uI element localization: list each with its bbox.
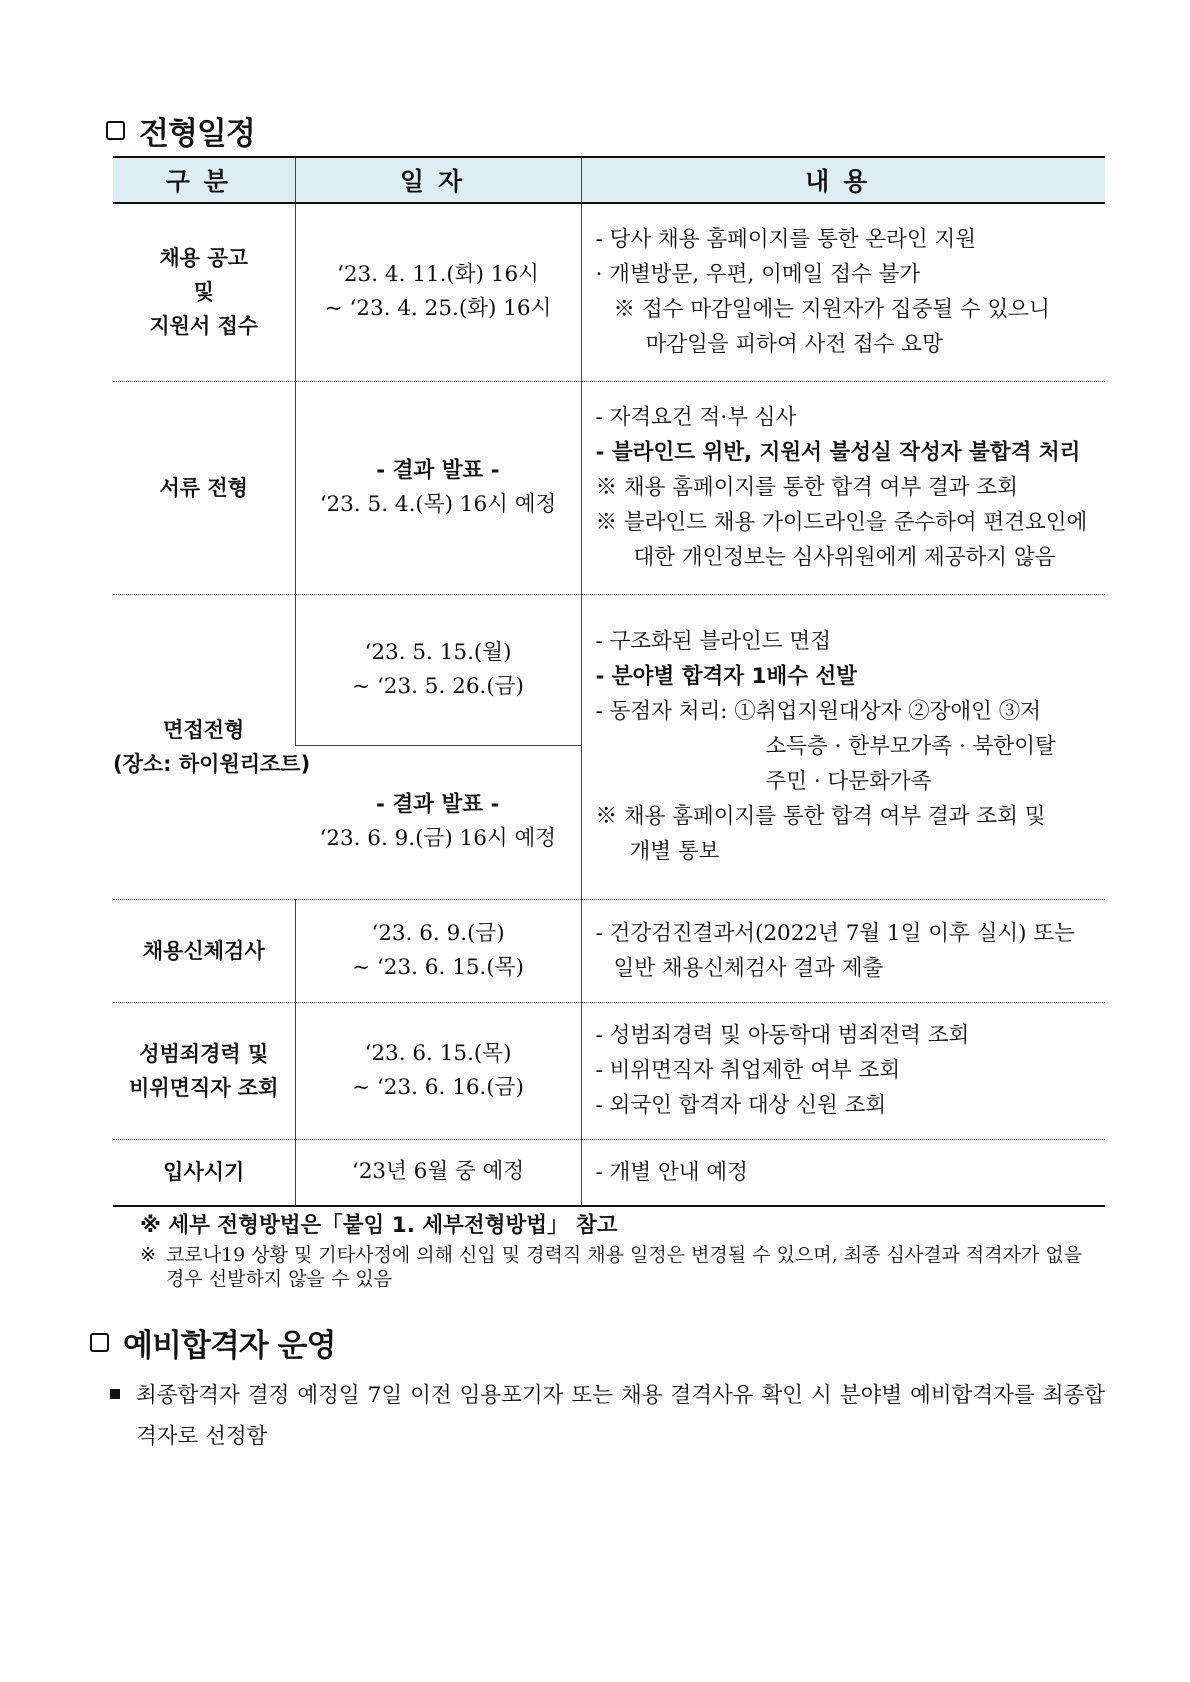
content-line: - 구조화된 블라인드 면접 (595, 629, 831, 654)
category-cell (113, 203, 295, 381)
date-cell (295, 1139, 581, 1206)
table-row (113, 1139, 1105, 1206)
section-title-text: 전형일정 (139, 116, 255, 152)
category-line: 채용신체검사 (142, 938, 265, 963)
reserve-paragraph-text: 최종합격자 결정 예정일 7일 이전 임용포기자 또는 채용 결격사유 확인 시 분야별 예비합격자를 최종합격자로 선정함 (136, 1383, 1105, 1449)
section-title-text: 예비합격자 운영 (123, 1328, 336, 1364)
content-cell (581, 594, 1105, 899)
date-line: ~ ‘23. 4. 25.(화) 16시 (324, 296, 552, 322)
content-line: 대한 개인정보는 심사위원에게 제공하지 않음 (633, 545, 1056, 570)
date-cell (295, 745, 581, 899)
content-line: - 분야별 합격자 1배수 선발 (595, 664, 858, 689)
content-cell (581, 899, 1105, 1002)
category-line: 성범죄경력 및 (139, 1041, 269, 1066)
date-line: ‘23년 6월 중 예정 (351, 1159, 525, 1185)
header-content: 내용 (581, 157, 1105, 203)
date-line: ~ ‘23. 6. 16.(금) (352, 1074, 524, 1100)
category-line: 지원서 접수 (149, 314, 259, 339)
date-cell (295, 594, 581, 745)
checkbox-icon (90, 1333, 109, 1352)
note-reference: ※ 세부 전형방법은「붙임 1. 세부전형방법」 참고 (140, 1213, 618, 1238)
date-line: ‘23. 6. 9.(금) 16시 예정 (319, 826, 557, 851)
category-cell (113, 381, 295, 594)
schedule-table (113, 156, 1105, 1207)
table-row (113, 899, 1105, 1002)
section-title-reserve (90, 1320, 335, 1365)
note-mark: ※ (140, 1244, 156, 1266)
content-line: - 성범죄경력 및 아동학대 범죄전력 조회 (595, 1023, 970, 1048)
header-date: 일자 (295, 157, 581, 203)
content-line: ※ 채용 홈페이지를 통한 합격 여부 결과 조회 및 (595, 804, 1046, 829)
note-disclaimer (140, 1243, 1106, 1291)
content-line: 소득층 · 한부모가족 · 북한이탈 (765, 734, 1056, 759)
table-row (113, 1002, 1105, 1139)
date-line: ‘23. 5. 15.(월) (364, 639, 512, 665)
content-line: ※ 채용 홈페이지를 통한 합격 여부 결과 조회 (595, 475, 1018, 500)
date-cell (295, 1002, 581, 1139)
reserve-paragraph (110, 1375, 1105, 1457)
checkbox-icon (106, 121, 125, 140)
table-row (113, 381, 1105, 594)
content-line: · 개별방문, 우편, 이메일 접수 불가 (595, 262, 921, 288)
content-line: - 외국인 합격자 대상 신원 조회 (595, 1093, 887, 1118)
category-line: 면접전형 (163, 717, 245, 742)
category-line: 및 (193, 280, 214, 305)
content-line: ※ 접수 마감일에는 지원자가 집중될 수 있으니 (613, 297, 1050, 323)
content-line: 개별 통보 (629, 839, 720, 864)
category-line: 서류 전형 (159, 475, 248, 500)
content-line: ※ 블라인드 채용 가이드라인을 준수하여 편견요인에 (595, 510, 1088, 535)
content-line: - 블라인드 위반, 지원서 불성실 작성자 불합격 처리 (595, 440, 1081, 465)
date-cell (295, 203, 581, 381)
table-row (113, 594, 1105, 745)
content-line: 일반 채용신체검사 결과 제출 (613, 955, 884, 981)
content-cell (581, 381, 1105, 594)
content-cell (581, 1002, 1105, 1139)
category-line: 입사시기 (163, 1160, 245, 1185)
date-line: ‘23. 4. 11.(화) 16시 (337, 262, 539, 288)
content-cell (581, 203, 1105, 381)
result-announcement-label: - 결과 발표 - (376, 457, 500, 483)
content-line: - 건강검진결과서(2022년 7월 1일 이후 실시) 또는 (595, 920, 1075, 946)
result-announcement-label: - 결과 발표 - (376, 792, 500, 817)
content-line: 주민 · 다문화가족 (765, 769, 932, 794)
category-cell (113, 594, 311, 899)
section-title-schedule (106, 108, 255, 153)
table-header-row (113, 157, 1105, 203)
square-bullet-icon (110, 1389, 120, 1399)
category-line: 비위면직자 조회 (129, 1075, 279, 1100)
category-cell (113, 1139, 295, 1206)
content-line: - 동점자 처리: ①취업지원대상자 ②장애인 ③저 (595, 699, 1041, 724)
date-cell (295, 381, 581, 594)
date-line: ‘23. 6. 9.(금) (371, 920, 505, 946)
table-row (113, 203, 1105, 381)
date-line: ‘23. 5. 4.(목) 16시 예정 (319, 491, 557, 517)
content-line: - 개별 안내 예정 (595, 1159, 748, 1185)
content-line: - 자격요건 적·부 심사 (595, 405, 797, 430)
content-line: - 당사 채용 홈페이지를 통한 온라인 지원 (595, 227, 977, 253)
note-disclaimer-text: 코로나19 상황 및 기타사정에 의해 신입 및 경력직 채용 일정은 변경될 수 있으며, 최종 심사결과 적격자가 없을 경우 선발하지 않을 수 있음 (166, 1244, 1083, 1290)
category-cell (113, 1002, 295, 1139)
category-cell (113, 899, 295, 1002)
category-line: (장소: 하이원리조트) (113, 751, 311, 776)
date-cell (295, 899, 581, 1002)
date-line: ‘23. 6. 15.(목) (364, 1040, 512, 1066)
content-line: - 비위면직자 취업제한 여부 조회 (595, 1058, 901, 1083)
content-line: 마감일을 피하여 사전 접수 요망 (645, 332, 943, 358)
date-line: ~ ‘23. 5. 26.(금) (352, 673, 524, 699)
content-cell (581, 1139, 1105, 1206)
date-line: ~ ‘23. 6. 15.(목) (352, 954, 524, 980)
header-category: 구분 (113, 157, 295, 203)
category-line: 채용 공고 (159, 246, 248, 271)
